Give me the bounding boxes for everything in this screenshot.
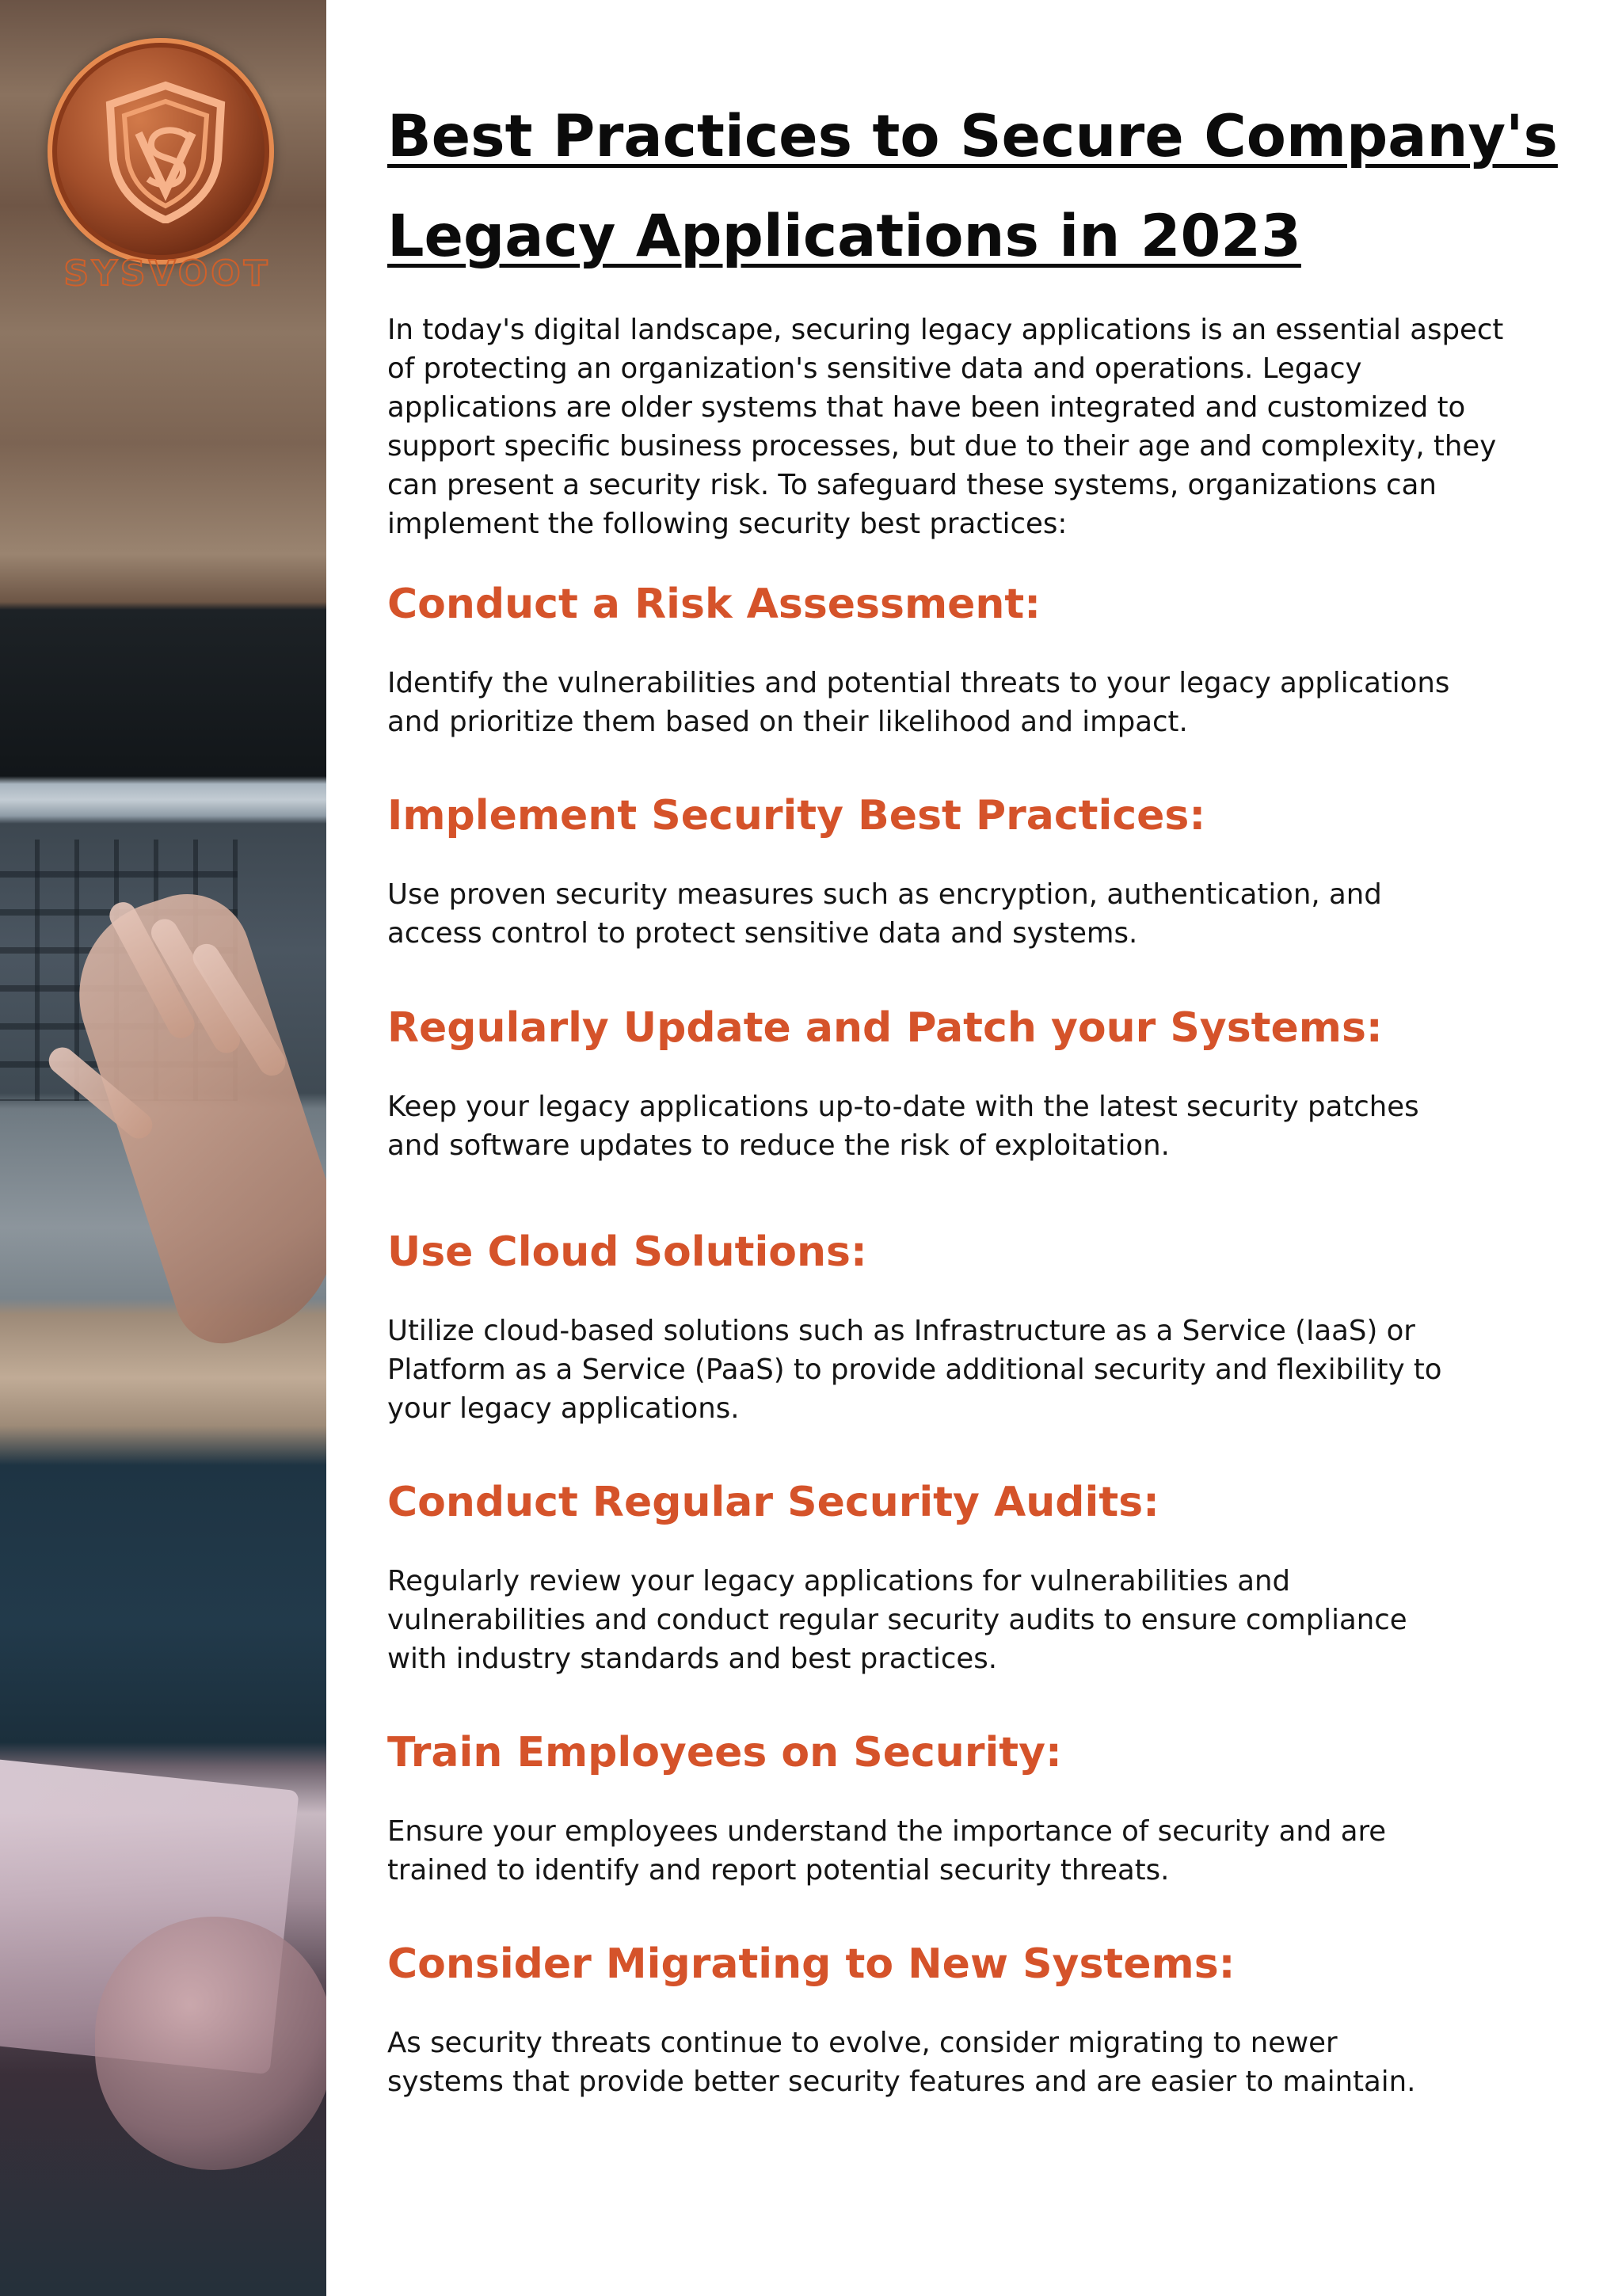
section-heading: Conduct Regular Security Audits: — [387, 1479, 1159, 1526]
section-body: Keep your legacy applications up-to-date with the latest security patches and software updates to reduce the risk of exploitation. — [387, 1091, 1419, 1162]
section-heading: Implement Security Best Practices: — [387, 792, 1206, 840]
section-heading: Train Employees on Security: — [387, 1729, 1062, 1776]
section-security-audits — [387, 1478, 1575, 1678]
section-update-patch — [387, 1003, 1575, 1165]
hand-image — [55, 878, 326, 1356]
shield-icon — [102, 81, 229, 223]
section-risk-assessment — [387, 580, 1575, 741]
section-body: Identify the vulnerabilities and potential threats to your legacy applications and prioritize them based on their likelihood and impact. — [387, 667, 1450, 738]
section-security-best-practices — [387, 791, 1575, 953]
section-heading: Conduct a Risk Assessment: — [387, 581, 1041, 628]
section-cloud-solutions — [387, 1228, 1575, 1428]
section-train-employees — [387, 1728, 1575, 1890]
section-migrate-systems — [387, 1940, 1575, 2101]
logo-badge — [48, 38, 274, 265]
section-body: Ensure your employees understand the importance of security and are trained to identify and report potential security threats. — [387, 1815, 1387, 1887]
side-photo — [0, 0, 326, 2296]
section-heading: Use Cloud Solutions: — [387, 1228, 867, 1276]
section-heading: Consider Migrating to New Systems: — [387, 1940, 1236, 1988]
section-body: Regularly review your legacy applications for vulnerabilities and vulnerabilities and conduct regular security audits to ensure compliance with industry standards and best practices. — [387, 1565, 1407, 1675]
logo-wordmark: SYSVOOT — [63, 253, 271, 294]
sysvoot-logo — [48, 38, 277, 299]
section-body: Use proven security measures such as encryption, authentication, and access control to protect sensitive data and systems. — [387, 878, 1382, 950]
section-heading: Regularly Update and Patch your Systems: — [387, 1004, 1383, 1052]
section-body: As security threats continue to evolve, consider migrating to newer systems that provide better security features and are easier to maintain. — [387, 2027, 1416, 2098]
page-title: Best Practices to Secure Company's Legacy Applications in 2023 — [387, 103, 1558, 270]
hand-image — [95, 1917, 326, 2170]
article — [387, 87, 1575, 2098]
intro-paragraph: In today's digital landscape, securing legacy applications is an essential aspect of protecting an organization's sensitive data and operations. Legacy applications are older systems that have been integrated and customized to support specific business processes, but due to their age and complexity, they can present a security risk. To safeguard these systems, organizations can implement the following security best practices: — [387, 314, 1504, 540]
section-body: Utilize cloud-based solutions such as Infrastructure as a Service (IaaS) or Platform as a Service (PaaS) to provide additional security and flexibility to your legacy applications. — [387, 1315, 1442, 1425]
